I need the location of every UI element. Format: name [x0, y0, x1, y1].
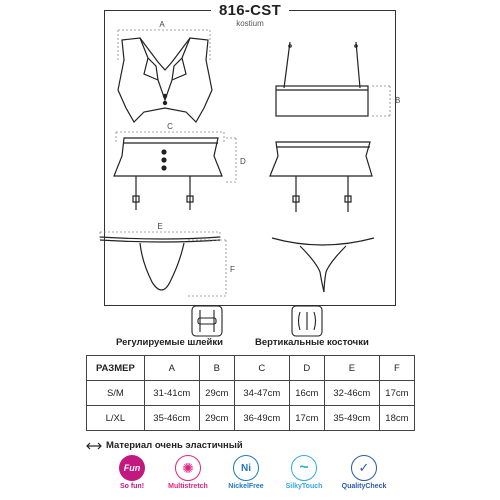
column-e-header: E — [324, 356, 379, 381]
table-cell: 34-47cm — [234, 381, 289, 406]
table-cell: 18cm — [379, 406, 414, 431]
so-fun-caption: So fun! — [119, 483, 145, 490]
table-cell: 16cm — [289, 381, 324, 406]
dimension-d-label: D — [240, 157, 246, 166]
skirt-front-drawing — [114, 138, 222, 210]
column-d-header: D — [289, 356, 324, 381]
feature-logos — [108, 455, 398, 500]
table-cell: 31-41cm — [144, 381, 199, 406]
boning-icon — [292, 306, 322, 336]
vest-drawing — [118, 38, 212, 122]
so-fun-logo — [108, 455, 156, 490]
so-fun-icon: Fun — [119, 455, 145, 481]
dimension-f-label: F — [230, 265, 235, 274]
feature-straps-label: Регулируемые шлейки — [116, 337, 223, 348]
size-cell: L/XL — [87, 406, 145, 431]
thong-front-drawing — [100, 237, 220, 290]
size-cell: S/M — [87, 381, 145, 406]
dimension-e-label: E — [157, 222, 163, 231]
silkytouch-caption: SilkyTouch — [285, 483, 323, 490]
table-cell: 29cm — [199, 406, 234, 431]
column-f-header: F — [379, 356, 414, 381]
product-title: 816-CST — [0, 2, 500, 19]
product-subtitle: kostium — [236, 19, 264, 28]
material-note — [86, 440, 243, 451]
dimension-c-label: C — [167, 122, 173, 131]
column-b-header: B — [199, 356, 234, 381]
table-cell: 36-49cm — [234, 406, 289, 431]
table-cell: 17cm — [379, 381, 414, 406]
silkytouch-icon: ~ — [291, 455, 317, 481]
column-a-header: A — [144, 356, 199, 381]
table-cell: 17cm — [289, 406, 324, 431]
dimension-a-label: A — [159, 20, 165, 29]
table-row — [87, 406, 415, 431]
column-c-header: C — [234, 356, 289, 381]
dimension-b-label: B — [395, 96, 401, 105]
adjustable-strap-icon — [192, 306, 222, 336]
skirt-back-drawing — [270, 142, 372, 212]
stretch-arrows-icon — [86, 441, 102, 451]
table-cell: 29cm — [199, 381, 234, 406]
table-cell: 35-46cm — [144, 406, 199, 431]
multistretch-icon: ✺ — [175, 455, 201, 481]
qualitycheck-logo — [340, 455, 388, 490]
silkytouch-logo — [280, 455, 328, 490]
table-row — [87, 381, 415, 406]
multistretch-logo — [164, 455, 212, 490]
thong-back-drawing — [272, 238, 374, 292]
size-table — [86, 355, 415, 431]
material-text: Материал очень эластичный — [106, 440, 243, 451]
qualitycheck-icon: ✓ — [351, 455, 377, 481]
size-column-header: РАЗМЕР — [87, 356, 145, 381]
nickelfree-icon: Ni — [233, 455, 259, 481]
nickelfree-logo — [222, 455, 270, 490]
size-table-header — [87, 356, 415, 381]
table-cell: 32-46cm — [324, 381, 379, 406]
top-back-drawing — [276, 42, 368, 116]
feature-boning-label: Вертикальные косточки — [255, 337, 369, 348]
multistretch-caption: Multistretch — [168, 483, 208, 490]
table-cell: 35-49cm — [324, 406, 379, 431]
qualitycheck-caption: QualityCheck — [341, 483, 387, 490]
nickelfree-caption: NickelFree — [228, 483, 264, 490]
